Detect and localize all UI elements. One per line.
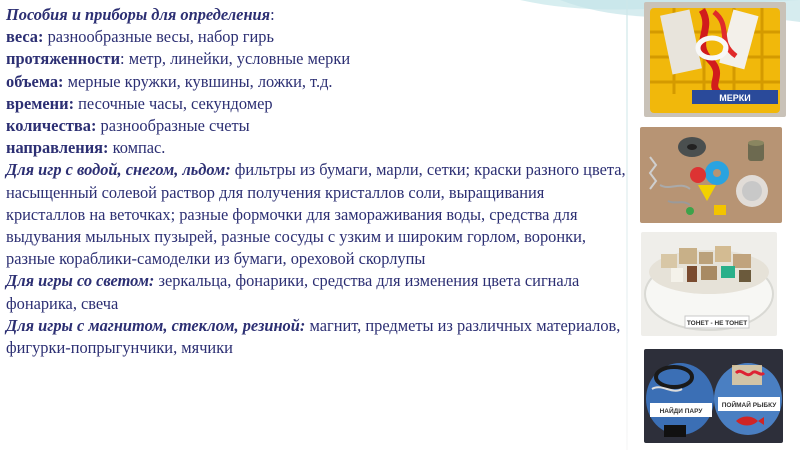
label-magnet: Для игры с магнитом, стеклом, резиной: bbox=[6, 315, 306, 335]
heading-line bbox=[6, 4, 626, 26]
photo-magnet-games-illustration bbox=[644, 349, 783, 443]
text-length: : метр, линейки, условные мерки bbox=[120, 49, 351, 69]
text-time: песочные часы, секундомер bbox=[74, 93, 273, 113]
paragraph-light bbox=[6, 270, 626, 314]
label-quantity: количества: bbox=[6, 116, 97, 136]
label-light: Для игры со светом: bbox=[6, 271, 155, 291]
text-water: фильтры из бумаги, марли, сетки; краски разного цвета, насыщенный солевой раствор для получения кристаллов соли, выращивания кристаллов на веточках; разные формочки для замораживания воды, средства для выдувания мыльных пузырей, разные сосуды с узким и широким горлом, воронки, разные кораблики-самоделки из бумаги, ореховой скорлупы bbox=[6, 160, 626, 269]
photo-magnet-games bbox=[644, 349, 783, 443]
heading: Пособия и приборы для определения bbox=[6, 5, 271, 24]
text-light: зеркальца, фонарики, средства для изменения цвета сигнала фонарика, свеча bbox=[6, 271, 580, 313]
photo-sink-float-illustration bbox=[641, 232, 777, 336]
photo3-sign: ТОНЕТ - НЕ ТОНЕТ bbox=[686, 320, 748, 327]
divider bbox=[626, 0, 628, 450]
label-direction: направления: bbox=[6, 138, 109, 158]
paragraph-magnet bbox=[6, 315, 626, 359]
label-time: времени: bbox=[6, 93, 75, 113]
photo-magnets bbox=[640, 127, 782, 223]
label-volume: объема: bbox=[6, 71, 64, 91]
text-quantity: разнообразные счеты bbox=[96, 116, 250, 136]
heading-colon: : bbox=[270, 5, 275, 24]
line-quantity bbox=[6, 115, 626, 137]
photo-magnets-illustration bbox=[640, 127, 782, 223]
line-direction bbox=[6, 137, 626, 159]
text-volume: мерные кружки, кувшины, ложки, т.д. bbox=[63, 71, 333, 91]
text-direction: компас. bbox=[108, 138, 166, 158]
photo1-sign: МЕРКИ bbox=[719, 93, 751, 103]
line-time bbox=[6, 93, 626, 115]
photo-sink-float bbox=[641, 232, 777, 336]
line-weight bbox=[6, 26, 626, 48]
photo-measures-illustration bbox=[644, 2, 786, 117]
line-length bbox=[6, 48, 626, 70]
label-length: протяженности bbox=[6, 49, 121, 69]
text-block bbox=[6, 4, 626, 359]
photo-measures-basket bbox=[644, 2, 786, 117]
text-magnet: магнит, предметы из различных материалов, фигурки-попрыгунчики, мячики bbox=[6, 315, 621, 358]
text-weight: разнообразные весы, набор гирь bbox=[43, 27, 274, 47]
line-volume bbox=[6, 71, 626, 93]
photo4-sign-left: НАЙДИ ПАРУ bbox=[659, 408, 703, 415]
paragraph-water bbox=[6, 159, 626, 270]
photo4-sign-right: ПОЙМАЙ РЫБКУ bbox=[721, 402, 777, 409]
label-water: Для игр с водой, снегом, льдом: bbox=[6, 160, 231, 180]
label-weight: веса: bbox=[6, 27, 44, 47]
